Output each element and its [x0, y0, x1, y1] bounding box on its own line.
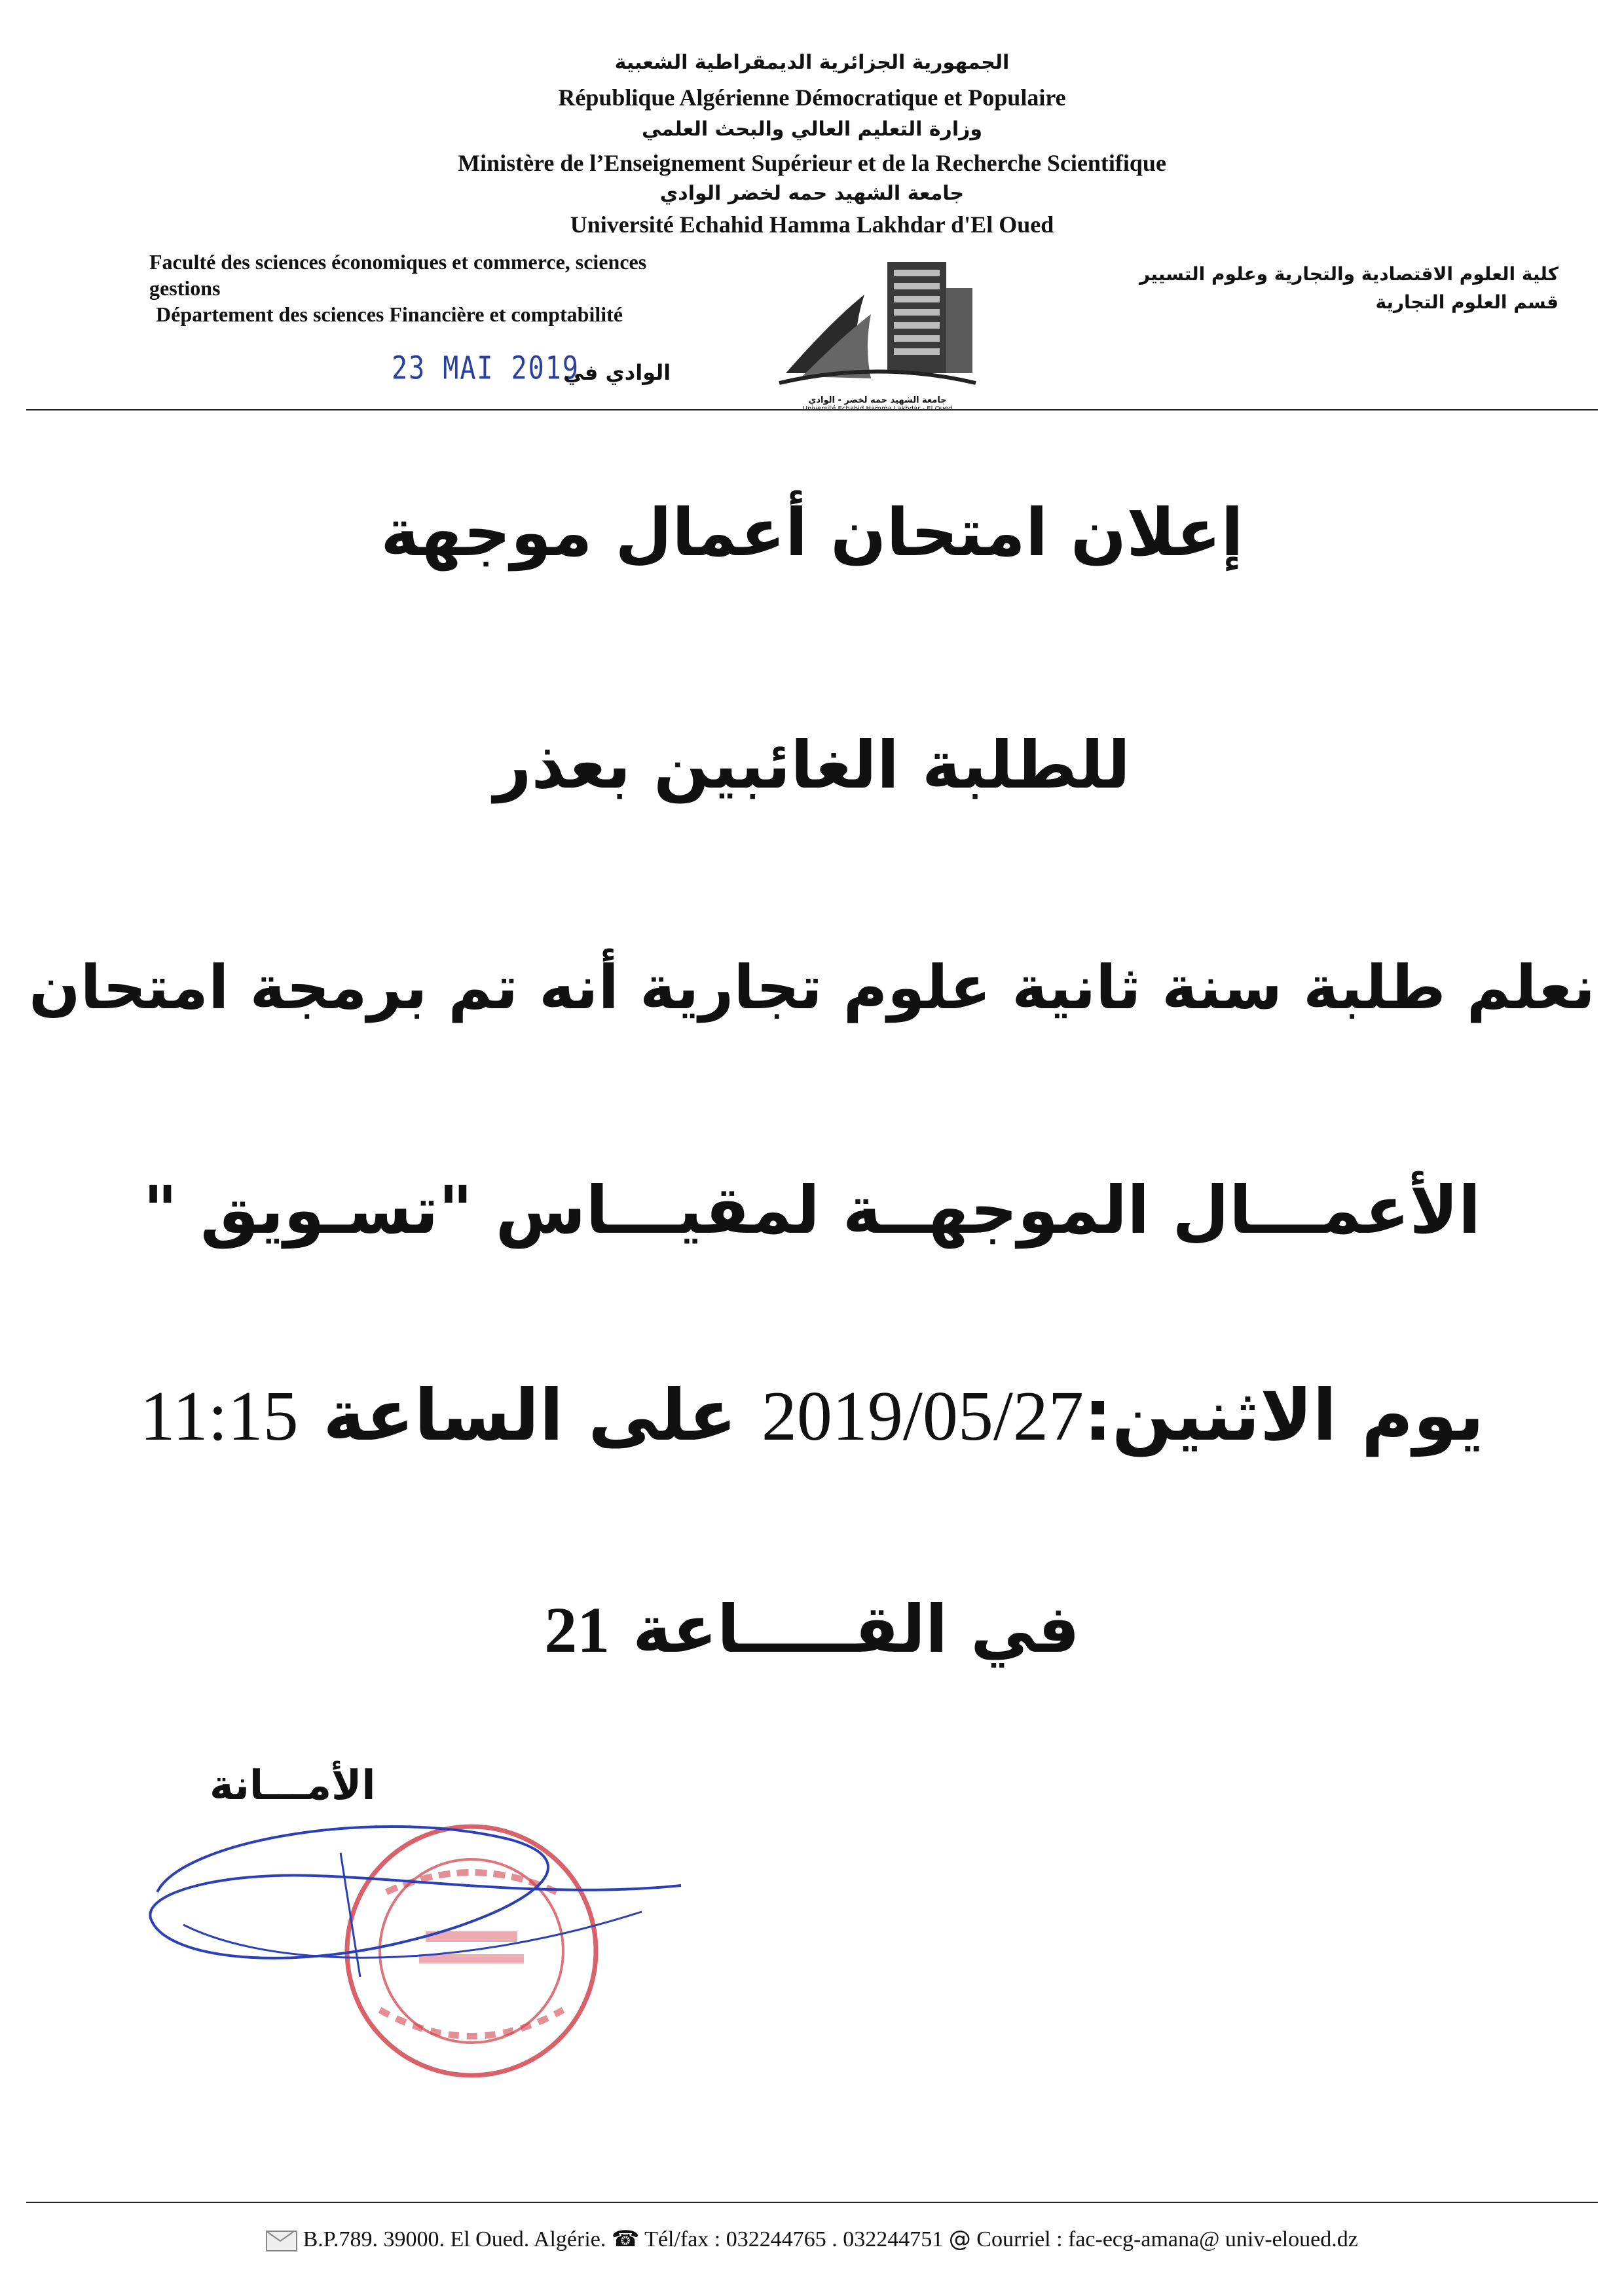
announcement-line3	[0, 1375, 1624, 1457]
faculty-french-line1: Faculté des sciences économiques et commerce, sciences	[149, 250, 647, 274]
footer-email: Courriel : fac-ecg-amana@ univ-eloued.dz	[976, 2227, 1358, 2251]
phone-icon: ☎	[611, 2226, 640, 2252]
ministry-arabic: وزارة التعليم العالي والبحث العلمي	[641, 118, 983, 141]
footer	[0, 2226, 1624, 2252]
place-label: الوادي في	[563, 360, 671, 385]
university-logo	[773, 249, 982, 412]
seal-and-signature	[144, 1813, 733, 2088]
exam-time-label: على الساعة	[323, 1375, 737, 1457]
republic-french: République Algérienne Démocratique et Populaire	[558, 84, 1066, 111]
department-french: Département des sciences Financière et comptabilité	[156, 302, 623, 326]
exam-date: 2019/05/27	[761, 1377, 1084, 1455]
room-number: 21	[544, 1594, 610, 1666]
email-icon: @	[948, 2226, 971, 2252]
mail-icon	[266, 2231, 297, 2251]
room-label: في القـــــاعة	[633, 1591, 1080, 1667]
announcement-line2	[0, 1172, 1624, 1248]
announcement-line4	[0, 1591, 1624, 1667]
faculty-french-line2: gestions	[149, 276, 221, 300]
university-building-icon	[773, 249, 982, 393]
subject-name: "تسـويق "	[143, 1172, 473, 1248]
exam-day: يوم الاثنين:	[1083, 1375, 1485, 1457]
university-arabic: جامعة الشهيد حمه لخضر الوادي	[659, 182, 965, 205]
footer-address: B.P.789. 39000. El Oued. Algérie.	[303, 2227, 606, 2251]
subject-prefix: الأعمـــال الموجهــة لمقيـــاس	[495, 1172, 1481, 1248]
announcement-subtitle: للطلبة الغائبين بعذر	[493, 727, 1131, 803]
ministry-french: Ministère de l’Enseignement Supérieur et de la Recherche Scientifique	[458, 150, 1166, 176]
official-seal-icon	[144, 1813, 733, 2088]
footer-telfax: Tél/fax : 032244765 . 032244751	[644, 2227, 944, 2251]
university-french: Université Echahid Hamma Lakhdar d'El Oued	[570, 211, 1054, 238]
logo-caption-french: Université Echahid Hamma Lakhdar - El Oued	[802, 405, 953, 412]
logo-caption-arabic: جامعة الشهيد حمه لخضر - الوادي	[808, 395, 947, 405]
signatory: الأمـــانة	[210, 1761, 376, 1809]
date-stamp: 23 MAI 2019	[392, 350, 580, 387]
exam-time: 11:15	[139, 1377, 299, 1455]
republic-arabic: الجمهورية الجزائرية الديمقراطية الشعبية	[614, 51, 1010, 74]
faculty-arabic-block	[1087, 263, 1559, 313]
faculty-french-block	[149, 249, 771, 327]
department-arabic: قسم العلوم التجارية	[1375, 291, 1559, 313]
faculty-arabic-line1: كلية العلوم الاقتصادية والتجارية وعلوم التسيير	[1139, 263, 1559, 285]
announcement-line1: نعلم طلبة سنة ثانية علوم تجارية أنه تم برمجة امتحان	[29, 953, 1595, 1023]
announcement-title: إعلان امتحان أعمال موجهة	[380, 494, 1244, 571]
footer-divider	[26, 2202, 1598, 2203]
header-divider	[26, 409, 1598, 410]
